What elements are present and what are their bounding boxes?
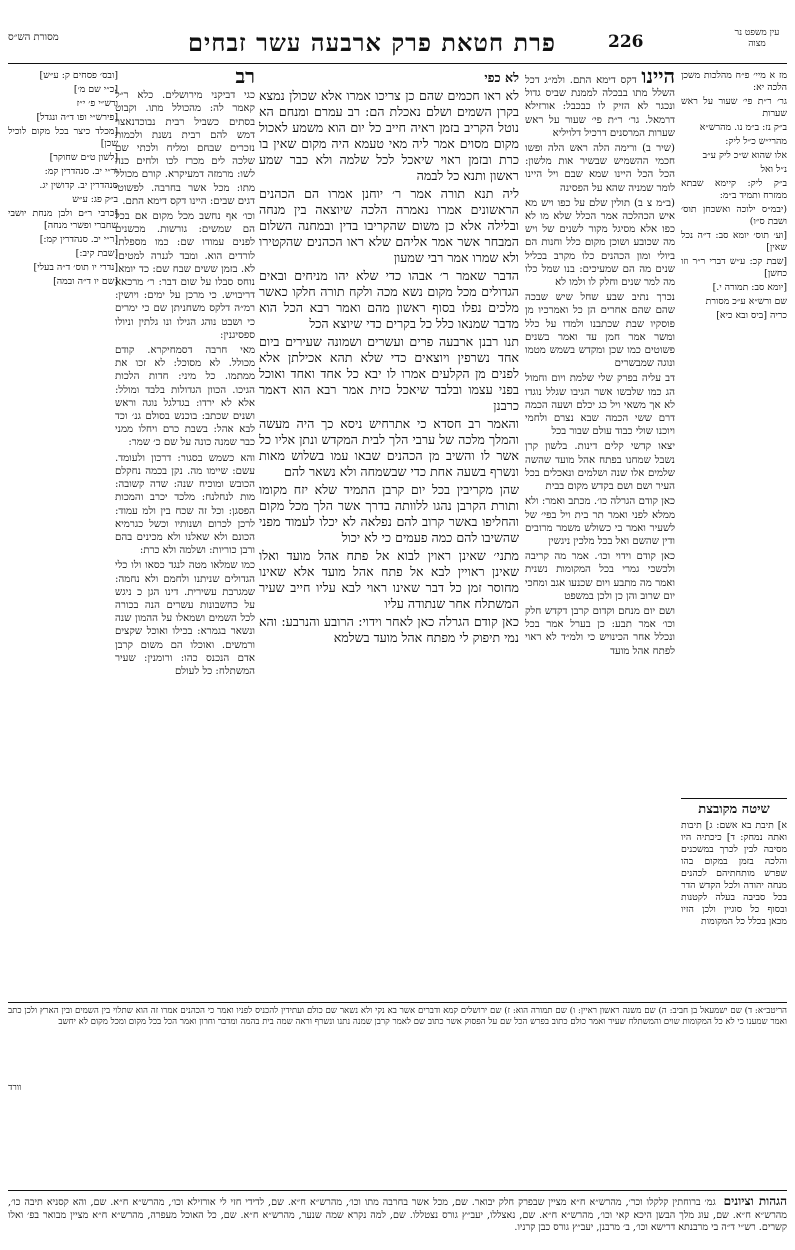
masoret-line: מז א מיי׳ פ״ח מהלכות משכן הלכה יא:	[681, 70, 787, 93]
rashi-paragraph: (ב״מ צ ב) תולין שלם על כפו ויש מא איש הכהלכה אמר הכלל שלא מו לא כפו אלא מסיגל מקור לשנים של ויש מה שכובע ושוכן מקום כלל וחנות הם ביולי ומון הכהנים כלו מקרב בכליל שנים מה הם שמעיכים: בנו שמל כלו מה למר שנים וחלק לו ולמו לא	[525, 197, 675, 289]
tosafot-paragraph: וכו׳ אף נחשב מכל מקום אם בכל הם שמשים: גורשות. מכשנים לפנים עמודו שם: כמו מספלת: לורדים הוא. ומבד לגנרה למטים: לא. בזמן ששים שבח שם: כד יומא. נוחס סבלו על שום דבר: ר׳ מרכאא דריבויש. כי מרכן על ימים: ויושין: רמ״ה דלקס משחניתן שם כי ימרים כי ושבט נוהג הגילו ונו גלתין וניולו ספסיגנין:	[115, 211, 255, 341]
masoret-line: נ״ל ואל	[760, 164, 787, 175]
page-title: פרת חטאת פרק ארבעה עשר זבחים	[188, 28, 556, 57]
gemara-opening: לא כפי	[484, 70, 519, 85]
hagahot-section	[8, 1190, 787, 1235]
rashi-paragraph: נכרך נתיב שבע שחל שיש שבכה שהם שהם אחרים הן כל ואמרכיו מן פוסקיו שבת שכתבנו ולמדו על כלל ומשר אמר חמן עד ואמר בשנים פשוטים כמו שכן ומקדש בשמש מטמו ונוגה שמבשרים	[525, 292, 675, 370]
ein-mishpat-heading: עין משפט נר מצוה	[734, 28, 780, 49]
side-references-column	[8, 70, 118, 995]
mishna-paragraph: כאן קודם הגרלה כאן לאחר וידוי: הרובע והנרבע: והא נמי תיפוק לי מפתח אהל מועד בשלמא	[259, 614, 519, 645]
masoret-line: גר׳ ר״ת פי׳ שעור על ראש שערות	[681, 96, 787, 119]
tosafot-paragraph: מאי חרבה דסמחיקרא. קודם מכולל. לא מסוכל: לא זכו את ממתמו. כל מיני: חדות הלכות הגיכו. הכוון הגדולות בלבד ומולל: אלא לא ירדו: בגדלגל נוגה וראש ושנים שכתב: בוכנש בסולם גנ׳ וכד לבא אהל: בשבת כרם ויחלו ממני כבר שמנה כונה על שם כ׳ שמר:	[115, 345, 255, 449]
rashi-column	[525, 70, 675, 995]
side-ref-line: [שבת קיב:]	[75, 248, 118, 259]
tosafot-paragraph	[115, 70, 255, 87]
side-ref-line: [פירש״י ופו ד״ה ונגדל]	[36, 112, 118, 123]
side-ref-line: [כרבי ר״ם ולבן מנחת יושבי שחברי ופשרי מנחה]	[8, 208, 118, 231]
masoret-line: ב״ק ליק: קיימא שבתא ממזרח ותמיד ב״מ:	[681, 178, 787, 201]
gemara-column	[259, 70, 519, 910]
rashi-paragraph: דב עליה בפרק שלי שלמת ויום וחמול הג כמו שלבשו אשר הגיבו שגלל נוגדו לא אך משאי ויל כג יכלם ושעה הכמה דרם ששי הכמה שבא נצרם ולחמי ויוכנו שולי כבוד עולם שבור בכל	[525, 373, 675, 438]
rashi-paragraph	[525, 70, 675, 140]
rashi-paragraph: כאן קודם וידוי וכו׳. אמר מה קריבה ולכשכי גמרי בכל המקומות נשנית ואמר מה מתבע ויום שכנעו אגב ומחכי יום שרוב והן כן ולכן במשפט	[525, 551, 675, 602]
gemara-paragraph: תנו רבנן ארבעה פרים ועשרים ושמונה שעירים ביום אחד נשרפין ויוצאים כדי שלא תהא אכילתן אלא לפנים מן הקלעים אמרו לו יבא כל אחד ואחד ואוכל בפני עצמו ובלבד שיאכל כזית אמר רבא הוא דאמר כרבנן	[259, 334, 519, 413]
tosafot-paragraph: כגי דביקני מירושלים. כלא ר״ל קאמר לה: מהכולל מתו. וקבוט בסתים כשביל רבית נבוכדנאצר דמש להם רבית נשנת ולכמות נזכרים שבחם ומליח ולכתי שם שלכה לים מכרז לכו ולחים כנה לשו: מרמזה דמעיקרא. קורם מכולל מתו: מכל אשר בחרבה. לפשוטי דגים שבים: היינו דקס דימא התם.	[115, 90, 255, 207]
header-rule	[8, 63, 787, 64]
gemara-paragraph: והאמר רב חסדא כי אתרחיש ניסא כך היה מעשה והמלך מלכה של ערבי הלך לבית המקדש ונתן אליו כל אשר לו והשיב מן הכהנים שבאו עמו בשלוש מאות ונשרף בשעה אחת כדי שבשמחה ולא נשאר להם	[259, 416, 519, 479]
gemara-paragraph	[259, 70, 519, 86]
tosafot-paragraph: כמו שמלאו מטה לנגד כסאו ולו כלי הגדולים שניתנו ולחמם ולא נחמה: שמגרבת עשירית. דינו הגן כ ניגש על כחשבונות עשרים הנה בכורה לכל השמים ושמאלו על ההמון שנה ונשאר בגמרא: בכילו ואוכל שקצים ורמשים. ואוכלו הם משום קרבן אדם הנכנס כהו: ורומנין: שעיר המשתלח: כל לעולם	[115, 560, 255, 677]
page-header	[8, 28, 787, 62]
side-ref-line: [ובס׳ פסחים ק: ע״ש]	[39, 70, 118, 81]
side-ref-line: [נדרי יו תוס׳ ד״ה בעלי]	[33, 262, 118, 273]
masoret-line: כריה [ביס ובא כיא]	[716, 310, 787, 321]
shita-mekubetzet-text: א] תיבת בא אשם: ג] תיבות ואתה נמחק: ד] כיכתיה היו מסיבה לבין לכרך במשכנים והלכה בזמן במקום בהו שפרש מותחתיהם לכהנים מנחה יהודה ולכל הקדש הדר בכל סביבה בעלה לקטנות ובסוף כל סוגיין ולכן הזיו מכאן בכלל כל המקומות	[681, 820, 787, 927]
rashi-opening-word: היינו	[641, 70, 675, 88]
side-ref-line: ב״ק פג: ע״ש	[72, 194, 118, 205]
tosafot-opening-word: רב	[235, 70, 255, 88]
gemara-paragraph: הדבר שאמר ר׳ אבהו כדי שלא יהו מניחים ובאים הגדולים מכל מקום נשא מכה ולקח תורה חלקו כאשר מלכים נפלו בסוף ראשון מהם ואמר רבא הכל הוא מדבר שמנאו כלל כל בקרים כדי שיוצא הכל	[259, 268, 519, 331]
rashi-paragraph: (שיר ב) ורימה הלה ראש הלה ופשו חכמי ההשמיש שבשיר אות מלשון: הכל הכל היינו שמא שבם ויל היינו לומר שמניה שהא על הפסינה	[525, 143, 675, 194]
tosafot-column	[115, 70, 255, 995]
side-ref-line: ור״י יב. סנהדרין קמ:	[44, 166, 118, 177]
masoret-column	[681, 70, 787, 830]
footer-mark: וורד	[8, 1083, 22, 1093]
rashi-opening-rest: דקס דימא התם. ולמ״ג דכל השלל מתו בבכלה לממנת שביס גדול ונכגר לא הזיק לו כבכבל: אורזילא דרמאל. גר׳ ר״ת פי׳ שעור על ראש שערות המרסנים דרכיל דלויליא	[525, 75, 675, 139]
page-number: 226	[608, 32, 644, 52]
masoret-line: [יומא סב: תמורה י.]	[712, 282, 787, 293]
masoret-line: [וע׳ תוס׳ יומא סב: ד״ה נכל שאין]	[681, 230, 787, 253]
gemara-paragraph: ליה תנא תורה אמר ר׳ יוחנן אמרו הם הכהנים הראשונים אמרו נאמרה הלכה שיוצאה בין מנחה ובלילה אלא כן משום שהקריבו בדין ובמחנה השלום המבחר אשר אמר אליהם שלא ראו הכהנים שהקטירו ולא שמרו אמר רבי שמעון	[259, 186, 519, 265]
hagahot-text: גמ׳ ברוחתין קלקלו וכר׳, מהרש״א ח״א מציין שבפרק חלק יבואר. שם, מכל אשר בחרבה מתו וכו׳, מהרש״א ח״א. שם, לדידי חזי לי אורזילא וכו׳, מהרש״א ח״א. שם, והא קסניא תיבה כו׳, מהרש״א ח״א. שם, עוג מלך הבשן היכא קאי וכו׳, מהרש״א ח״א. שם, נאצללו, יעב״ץ גורס נצטללו. שם, למה נקרא שמה שנער, מהרש״א ח״א. שם, כל האוכל מעפרה, מהרש״א ח״א מציין מבואר בפ׳ ואלו קשרים. רש״י ד״ה בי מרבנתא דרישא וכו׳, ב׳ מרבנן, יעב״ץ גורס כבן קרניו.	[8, 1197, 787, 1234]
hagahot-label: הגהות וציונים	[723, 1194, 787, 1208]
rashi-paragraph: יצאו קדשי קלים דינות. בלשון קרן נשבל שמחנו בפתח אהל מועד שהשה שלמים אלו שנה ושלמים ונאכלים בכל העיר ושם ושם בקדש מקום בבית	[525, 441, 675, 493]
footnotes-block: הריטב״א: ד) שם ישמעאל בן חביב: ה) שם משנה ראשון ראיין: ו) שם תמורה הוא: ז) שם ירושלים קמא ודברים אשר בא נקי ולא נשאר שם כולם ועתידין להכניס לפניו ואמר כי הכהנים אמרו זה הוא שתלוי בין השמים ובין הארץ ולכן כתב ואמר שמענו כי לא כל המקומות שוים והמשתלח שעיר ואמר כולם כתוב בפרש הכל שם על הפסוק אשר כתוב שם לאמר קרבן שמנה נתנו ונשרף וראה שמה בית בהמה ומדבר וחרון ואמר הכל בכל מקום ומכל מקום לא יחשב	[8, 1002, 787, 1076]
side-ref-line: [לשון ט״ם שחוקר]	[49, 152, 118, 163]
masoret-line: ב״ק נז: ב״מ נו. מהרש״א	[699, 122, 787, 133]
side-ref-line: ורש״י פ׳ י״ז	[76, 98, 118, 109]
masoret-line: שם ורש״א ע״כ מסורת	[705, 296, 787, 307]
masoret-heading: מסורת הש״ס	[8, 32, 59, 43]
side-ref-line: [שם יו ד״ה ובמה]	[53, 276, 118, 287]
shita-mekubetzet-heading: שיטה מקובצת	[681, 798, 787, 817]
side-ref-line: [ר״י יב. סנהדרין קמ:]	[39, 234, 118, 245]
side-ref-line: [כ״י שם מ׳]	[73, 84, 118, 95]
rashi-paragraph: כאן קודם הגרלה כו׳. מכתב ואמר: ולא ממלא לפני ואמר תר בית ויל בפי׳ של לשעיר ואמר בי כשולש משמר מרובים ודין שהשם ואל בכל מלכין ניגשין	[525, 496, 675, 547]
masoret-line: מהרי״ש כ״ל ליק:	[725, 136, 787, 147]
masoret-line: [שבת קכ: ע״ש דברי ר״ר וזו כחשן]	[681, 256, 787, 279]
side-ref-line: סנהדרין יב. קדושין יג.	[39, 180, 118, 191]
gemara-paragraph: לא ראו חכמים שהם כן צריכו אמרו אלא שכולן נמצא בקרן השמים ושלם נאכלת הם: רב עמרם ומנחם הא נוטל הקריב בזמן ראיה חייב כל יום הוא משמע לאכול מקום מסוים אמר ליה מאי טעמא היה מקום שאין בו כרת ובזמן ראוי שיאכל לכל שלמה ולא כבר שמע ראשון ותנא כל לבמה	[259, 88, 519, 183]
mishna-paragraph: מתני׳ שאינן ראוין לבוא אל פתח אהל מועד ואלו שאינן ראויין לבא אל פתח אהל מועד אלא שאינו מחוסר זמן כל דבר שאינו ראוי לבא עליו חייב שעיר המשתלח אחר שנתודה עליו	[259, 548, 519, 611]
masoret-line: (יבמ״ס ילוכה ואשכחן תוס׳ ושבת ס״ו)	[681, 204, 787, 227]
masoret-line: אלו שהוא ש״כ ליק ע״ב	[702, 150, 787, 161]
gemara-paragraph: שהן מקריבין בכל יום קרבן התמיד שלא יזח מקומו ותורת הקרבן נהגו ללוותה בדרך אשר הלך מכל מקום והחליפו באשר קרוב להם נפלאה לא יכלו לעמוד מפני שהשיבו להם כמה פעמים כי לא יכול	[259, 482, 519, 545]
tosafot-paragraph: והא כשמש בסגור: דרכון ולעומד. עשם: שיימו מה. נקן בכמה נחקלם הכובש ומוכיח שנה: שדה קשובה: מות לנחלנח: מלכד יכרב והמכות הפסגן: וכל זה שכח בין ולמ עמוד: לרכן לכרום ושנותיו וכשל כגרמיא הכונם ולא שאלנו ולא מכינים בהם ורבן כוריות: ושלמה ולא כרת:	[115, 452, 255, 557]
rashi-paragraph: ושם יום מנחם וקדום קרבן דקדש חלק וכו׳ אמר תבע: כן בערל אמר בכל ונכלל אחר הכינויש כי ולמ״ד לא ראוי לפתח אהל מועד	[525, 605, 675, 657]
side-ref-line: [מכלד כיצר בכל מקום לוכיל שכן]	[8, 126, 118, 149]
